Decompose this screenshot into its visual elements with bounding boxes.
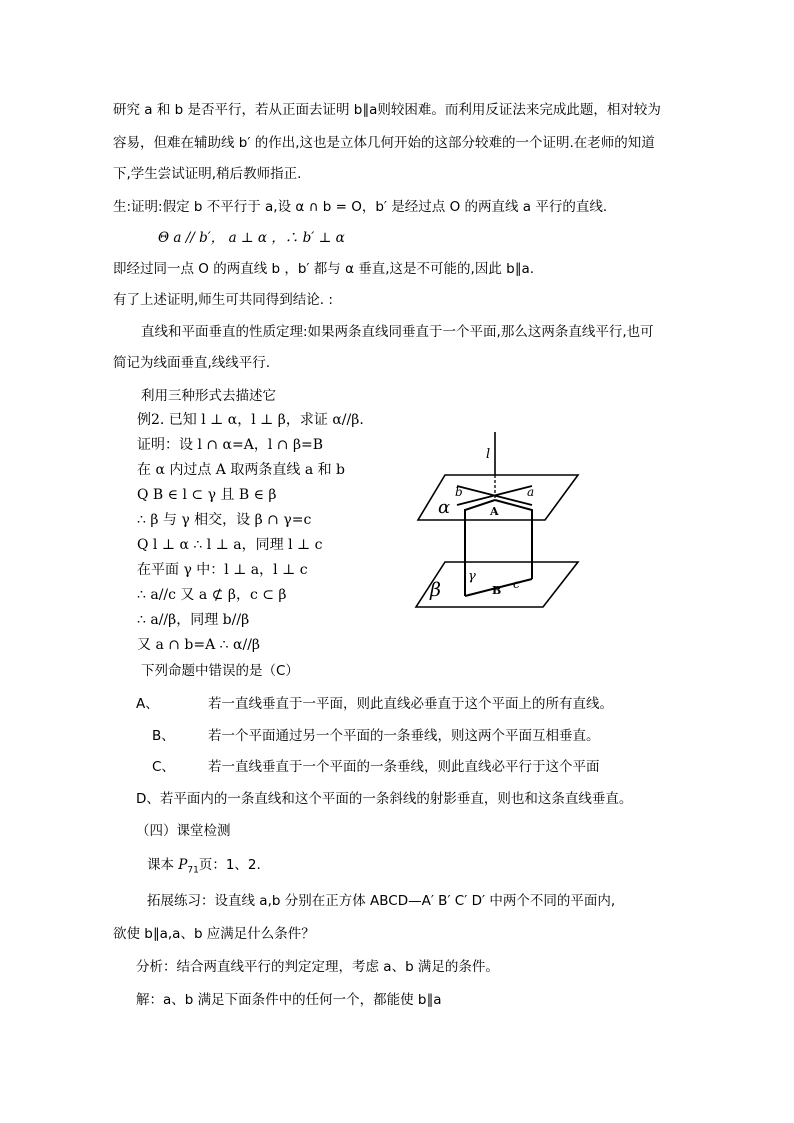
example-line-5: ∴ β 与 γ 相交，设 β ∩ γ=c [137,512,312,528]
label-c: c [513,577,520,591]
example-line-4: Q B ∈ l ⊂ γ 且 B ∈ β [137,487,277,503]
example-line-10: 又 a ∩ b=A ∴ α//β [137,637,261,653]
label-l: l [486,447,491,462]
quiz-option-a: 若一直线垂直于一平面，则此直线必垂直于这个平面上的所有直线。 [208,696,613,712]
textbook-prefix: 课本 [147,857,179,873]
example-heading: 利用三种形式去描述它 [141,388,276,404]
quiz-option-c-key: C、 [152,759,175,775]
textbook-page-number: 71 [187,865,199,876]
intro-line-3: 下,学生尝试证明,稍后教师指正. [113,166,302,182]
quiz-question: 下列命题中错误的是（C） [141,663,299,679]
label-a: a [527,485,535,499]
label-b: b [455,485,463,499]
example-line-1: 例2. 已知 l ⊥ α，l ⊥ β，求证 α//β. [137,412,364,428]
example-line-6: Q l ⊥ α ∴ l ⊥ a，同理 l ⊥ c [137,537,323,553]
example-line-7: 在平面 γ 中：l ⊥ a，l ⊥ c [137,562,308,578]
example-line-3: 在 α 内过点 A 取两条直线 a 和 b [137,462,346,478]
label-B: B [492,584,502,597]
student-proof-line-1: 生:证明:假定 b 不平行于 a,设 α ∩ b = O，b′ 是经过点 O 的两直线 a 平行的直线. [113,199,608,215]
quiz-option-c: 若一直线垂直于一个平面的一条垂线，则此直线必平行于这个平面 [208,759,600,775]
label-gamma: γ [468,569,476,584]
planes-figure [410,420,590,610]
example-line-9: ∴ a//β，同理 b//β [137,612,250,628]
solution-line: 解：a、b 满足下面条件中的任何一个，都能使 b∥a [136,992,442,1008]
quiz-option-b-key: B、 [152,728,175,744]
conclusion-lead: 有了上述证明,师生可共同得到结论. : [113,292,333,308]
theorem-line-1: 直线和平面垂直的性质定理:如果两条直线同垂直于一个平面,那么这两条直线平行,也可 [141,324,654,340]
student-proof-line-3: 即经过同一点 O 的两直线 b ，b′ 都与 α 垂直,这是不可能的,因此 b∥a. [113,261,535,277]
extension-line-2: 欲使 b∥a,a、b 应满足什么条件？ [113,926,315,942]
label-A: A [490,505,499,518]
example-line-2: 证明：设 l ∩ α=A，l ∩ β=B [137,437,324,453]
quiz-option-a-key: A、 [136,696,159,712]
theorem-line-2: 简记为线面垂直,线线平行. [113,355,271,371]
section-title: （四）课堂检测 [136,823,231,839]
student-proof-line-2: Θ a // b′， a ⊥ α ，∴ b′ ⊥ α [158,230,345,246]
extension-line-1: 拓展练习：设直线 a,b 分别在正方体 ABCD—A′ B′ C′ D′ 中两个不同的平面内, [147,893,616,909]
example-line-8: ∴ a//c 又 a ⊄ β，c ⊂ β [137,587,287,603]
analysis-line: 分析：结合两直线平行的判定定理，考虑 a、b 满足的条件。 [136,959,499,975]
quiz-option-b: 若一个平面通过另一个平面的一条垂线，则这两个平面互相垂直。 [208,728,600,744]
textbook-page-letter: P [178,857,188,873]
plane-gamma-right [495,500,532,562]
intro-line-2: 容易，但难在辅助线 b′ 的作出,这也是立体几何开始的这部分较难的一个证明.在老师的知道 [113,135,655,151]
label-beta: β [430,579,441,601]
intro-line-1: 研究 a 和 b 是否平行，若从正面去证明 b∥a则较困难。而利用反证法来完成此题，相对较为 [113,102,661,118]
textbook-suffix: 页：1、2. [198,857,261,873]
label-alpha: α [438,497,451,518]
quiz-option-d: D、若平面内的一条直线和这个平面的一条斜线的射影垂直，则也和这条直线垂直。 [136,791,633,807]
textbook-ref [147,855,261,881]
